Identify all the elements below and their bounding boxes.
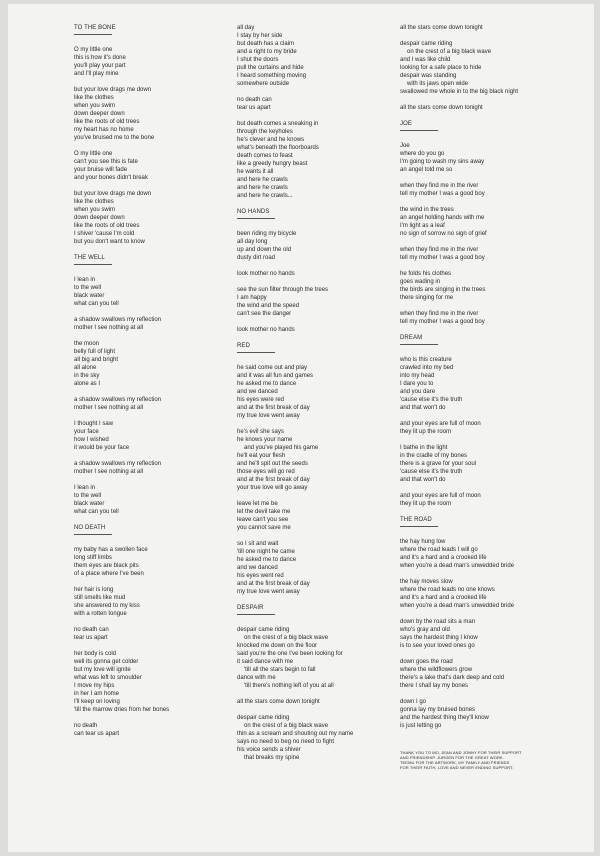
lyric-line: swallowed me whole in to the big black night	[400, 89, 519, 95]
lyric-line: so I sit and wait	[237, 541, 279, 547]
lyric-line: and here he crawls	[237, 177, 288, 183]
lyric-line: and you've played his game	[244, 445, 319, 451]
lyric-stanza	[74, 150, 234, 182]
title-underline	[237, 218, 275, 219]
lyric-line: all the stars come down tonight	[400, 105, 483, 111]
lyric-stanza	[400, 538, 560, 570]
lyric-line: and I'll play mine	[74, 71, 119, 77]
lyric-line: no death	[74, 723, 98, 729]
lyric-stanza	[237, 326, 397, 334]
lyric-line: there's a lake that's dark deep and cold	[400, 675, 505, 681]
lyric-line: leave let me be	[237, 501, 278, 507]
lyric-line: all big and bright	[74, 357, 119, 363]
lyric-stanza	[74, 276, 234, 308]
lyric-line: into my head	[400, 373, 435, 379]
lyric-line: in her I am home	[74, 691, 120, 697]
lyric-line: on the crest of a big black wave	[244, 723, 329, 729]
lyric-line: when you're a dead man's unwedded bride	[400, 603, 515, 609]
lyric-line: all the stars come down tonight	[400, 25, 483, 31]
lyric-line: mother I see nothing at all	[74, 405, 144, 411]
lyric-line: he asked me to dance	[237, 557, 297, 563]
lyric-line: can't see the danger	[237, 311, 292, 317]
lyric-line: well its gonna get colder	[74, 659, 139, 665]
lyric-stanza	[237, 540, 397, 596]
lyric-line: and it's a hard and a crooked life	[400, 555, 487, 561]
lyric-line: his voice sends a shiver	[237, 747, 301, 753]
lyric-line: who's gray and old	[400, 627, 450, 633]
lyric-line: death comes to feast	[237, 153, 293, 159]
lyric-line: a shadow swallows my reflection	[74, 317, 162, 323]
lyric-line: I thought I saw	[74, 421, 114, 427]
lyric-line: that breaks my spine	[244, 755, 300, 761]
lyric-line: gonna lay my bruised bones	[400, 707, 476, 713]
lyric-line: I heard something moving	[237, 73, 307, 79]
lyric-line: those eyes will go red	[237, 469, 295, 475]
lyric-line: her body is cold	[74, 651, 117, 657]
lyric-line: 'till one night he came	[237, 549, 295, 555]
lyric-line: all day long	[237, 239, 268, 245]
lyric-line: this is how it's done	[74, 55, 126, 61]
lyric-line: he folds his clothes	[400, 271, 452, 277]
lyric-line: the wind and the speed	[237, 303, 300, 309]
lyric-line: 'cause else it's the truth	[400, 397, 463, 403]
lyric-stanza	[74, 316, 234, 332]
lyric-line: he'll eat your flesh	[237, 453, 286, 459]
lyric-stanza	[237, 96, 397, 112]
lyric-line: down deeper down	[74, 111, 125, 117]
lyric-line: when you swim	[74, 103, 116, 109]
lyric-line: the hay moves slow	[400, 579, 453, 585]
lyric-line: my true love went away	[237, 589, 300, 595]
lyric-line: and your bones didn't break	[74, 175, 148, 181]
lyric-stanza	[74, 626, 234, 642]
song-title: TO THE BONE	[74, 25, 116, 31]
lyric-line: on the crest of a big black wave	[244, 635, 329, 641]
lyric-line: but your love drags me down	[74, 191, 152, 197]
lyric-line: no sign of sorrow no sign of grief	[400, 231, 487, 237]
lyric-line: with a rotten tongue	[74, 611, 127, 617]
lyric-line: belly full of light	[74, 349, 116, 355]
lyric-line: I move my hips	[74, 683, 115, 689]
lyric-stanza	[237, 364, 397, 420]
lyric-line: my true love went away	[237, 413, 300, 419]
lyric-line: O my little one	[74, 47, 113, 53]
lyric-stanza	[74, 650, 234, 714]
credits-line: THANK YOU TO MO, JEAN AND JONNY FOR THEIR SUPPORT	[400, 750, 522, 755]
lyric-line: I'm light as a leaf	[400, 223, 445, 229]
lyric-line: thin as a scream and shouting out my name	[237, 731, 354, 737]
lyric-line: tell my mother I was a good boy	[400, 319, 485, 325]
lyric-line: a shadow swallows my reflection	[74, 461, 162, 467]
lyric-line: and it was all fun and games	[237, 373, 314, 379]
lyrics-column-right	[400, 24, 560, 770]
lyric-line: the hay hung low	[400, 539, 446, 545]
lyric-stanza	[400, 698, 560, 730]
lyric-line: where the road leads no one knows	[400, 587, 495, 593]
lyric-line: despair came riding	[237, 715, 290, 721]
lyric-line: and we danced	[237, 389, 278, 395]
credits-line: FOR THEIR FAITH, LOVE AND NEVER ENDING SUPPORT.	[400, 765, 514, 770]
lyric-stanza	[400, 246, 560, 262]
lyric-line: it said dance with me	[237, 659, 294, 665]
lyric-stanza	[74, 484, 234, 516]
lyric-line: when you're a dead man's unwedded bride	[400, 563, 515, 569]
lyric-line: up and down the old	[237, 247, 292, 253]
lyric-line: and at the first break of day	[237, 581, 310, 587]
lyric-line: 'cause else it's the truth	[400, 469, 463, 475]
lyric-line: I shiver 'cause I'm cold	[74, 231, 135, 237]
lyric-line: and at the first break of day	[237, 405, 310, 411]
lyric-line: pull the curtains and hide	[237, 65, 304, 71]
lyric-line: the moon	[74, 341, 100, 347]
lyric-line: somewhere outside	[237, 81, 290, 87]
lyric-line: when they find me in the river	[400, 183, 479, 189]
lyric-line: I stay by her side	[237, 33, 283, 39]
lyric-line: said you're the one I've been looking for	[237, 651, 343, 657]
lyric-line: your bruise will fade	[74, 167, 128, 173]
lyric-line: like the clothes	[74, 95, 114, 101]
lyric-line: and you dare	[400, 389, 436, 395]
lyric-stanza	[74, 460, 234, 476]
lyric-stanza	[237, 428, 397, 492]
lyrics-sheet	[8, 4, 594, 852]
lyric-line: where the wildflowers grow	[400, 667, 473, 673]
lyric-line: crawled into my bed	[400, 365, 454, 371]
lyric-stanza	[237, 626, 397, 690]
lyric-line: like the clothes	[74, 199, 114, 205]
lyric-stanza	[74, 396, 234, 412]
title-underline	[74, 534, 112, 535]
lyric-line: to the well	[74, 285, 102, 291]
lyric-line: the wind in the trees	[400, 207, 454, 213]
credits-line: AND FRIENDSHIP. JURGEN FOR THE GREAT WORK.	[400, 755, 504, 760]
lyric-line: there singing for me	[400, 295, 454, 301]
lyric-line: black water	[74, 293, 105, 299]
lyric-stanza	[400, 356, 560, 412]
lyric-line: I dare you to	[400, 381, 434, 387]
lyric-line: but you don't want to know	[74, 239, 145, 245]
lyric-line: he's clever and he knows	[237, 137, 305, 143]
lyric-line: see the sun filter through the trees	[237, 287, 329, 293]
lyric-line: an angel told me so	[400, 167, 453, 173]
lyric-stanza	[237, 286, 397, 318]
lyric-stanza	[74, 190, 234, 246]
lyric-line: I'll keep on loving	[74, 699, 120, 705]
lyric-stanza	[400, 444, 560, 484]
lyric-stanza	[400, 104, 560, 112]
lyric-line: there I shall lay my bones	[400, 683, 469, 689]
title-underline	[400, 526, 438, 527]
credits-line: TEEMU FOR THE ARTWORK, MY FAMILY AND FRIENDS	[400, 760, 510, 765]
lyric-line: can tear us apart	[74, 731, 120, 737]
lyric-stanza	[237, 120, 397, 200]
lyric-line: all the stars come down tonight	[237, 699, 320, 705]
lyric-line: 'till there's nothing left of you at all	[244, 683, 334, 689]
lyrics-column-left	[74, 24, 234, 746]
lyric-line: says no need to beg no need to fight	[237, 739, 335, 745]
lyric-line: Joe	[400, 143, 410, 149]
song-title: DESPAIR	[237, 605, 264, 611]
lyric-line: and the hardest thing they'll know	[400, 715, 489, 721]
title-underline	[237, 352, 275, 353]
lyric-line: and it's a hard and a crooked life	[400, 595, 487, 601]
lyric-line: like a greedy hungry beast	[237, 161, 308, 167]
lyric-line: all alone	[74, 365, 97, 371]
lyric-line: down deeper down	[74, 215, 125, 221]
lyric-line: in the cradle of my bones	[400, 453, 468, 459]
lyric-line: you'll play your part	[74, 63, 126, 69]
lyric-stanza	[237, 500, 397, 532]
lyric-line: mother I see nothing at all	[74, 325, 144, 331]
lyric-line: there is a grave for your soul	[400, 461, 477, 467]
lyric-line: despair was standing	[400, 73, 457, 79]
song-title: NO DEATH	[74, 525, 106, 531]
lyric-stanza	[400, 142, 560, 174]
lyric-line: despair came riding	[237, 627, 290, 633]
lyric-line: what was left to smoulder	[74, 675, 142, 681]
lyric-line: when they find me in the river	[400, 311, 479, 317]
lyric-line: and I was like child	[400, 57, 451, 63]
lyric-line: on the crest of a big black wave	[407, 49, 492, 55]
lyric-line: where do you go	[400, 151, 445, 157]
lyric-stanza	[400, 40, 560, 96]
lyric-line: and at the first break of day	[237, 477, 310, 483]
lyric-line: I lean in	[74, 485, 96, 491]
lyric-line: been riding my bicycle	[237, 231, 297, 237]
lyric-line: but your love drags me down	[74, 87, 152, 93]
lyric-line: his eyes were red	[237, 397, 285, 403]
lyric-stanza	[237, 714, 397, 762]
lyric-line: but death has a claim	[237, 41, 295, 47]
lyric-line: he said come out and play	[237, 365, 308, 371]
lyric-line: and here he crawls...	[237, 193, 293, 199]
lyric-line: goes wading in	[400, 279, 441, 285]
lyric-line: I bathe in the light	[400, 445, 448, 451]
lyric-line: tear us apart	[74, 635, 108, 641]
lyric-line: but death comes a sneaking in	[237, 121, 319, 127]
lyric-line: you cannot save me	[237, 525, 291, 531]
lyric-stanza	[74, 86, 234, 142]
lyric-line: in the sky	[74, 373, 100, 379]
lyric-line: tell my mother I was a good boy	[400, 255, 485, 261]
title-underline	[74, 264, 112, 265]
lyric-line: still smells like mud	[74, 595, 126, 601]
lyric-stanza	[237, 270, 397, 278]
lyric-line: no death can	[74, 627, 109, 633]
lyric-stanza	[74, 546, 234, 578]
lyric-line: his eyes went red	[237, 573, 284, 579]
lyric-line: look mother no hands	[237, 327, 295, 333]
lyric-line: your face	[74, 429, 99, 435]
lyric-line: he knows your name	[237, 437, 293, 443]
lyric-line: I shut the doors	[237, 57, 279, 63]
lyric-line: when they find me in the river	[400, 247, 479, 253]
lyric-line: I am happy	[237, 295, 267, 301]
lyric-line: a shadow swallows my reflection	[74, 397, 162, 403]
lyric-stanza	[74, 46, 234, 78]
lyric-line: my baby has a swollen face	[74, 547, 148, 553]
lyric-line: and he'll spit out the seeds	[237, 461, 308, 467]
lyric-line: no death can	[237, 97, 272, 103]
lyric-line: dance with me	[237, 675, 276, 681]
lyric-line: like the roots of old trees	[74, 223, 140, 229]
lyric-stanza	[237, 230, 397, 262]
lyric-line: looking for a safe place to hide	[400, 65, 482, 71]
title-underline	[74, 34, 112, 35]
lyric-line: black water	[74, 501, 105, 507]
lyric-line: what can you tell	[74, 301, 119, 307]
lyric-line: knocked me down on the floor	[237, 643, 318, 649]
lyric-line: and your eyes are full of moon	[400, 493, 481, 499]
lyric-line: all day	[237, 25, 255, 31]
lyric-line: and here he crawls	[237, 185, 288, 191]
lyric-stanza	[74, 420, 234, 452]
lyric-stanza	[237, 698, 397, 706]
lyric-line: with its jaws open wide	[407, 81, 469, 87]
lyric-stanza	[400, 24, 560, 32]
lyric-line: how I wished	[74, 437, 109, 443]
song-title: THE WELL	[74, 255, 105, 261]
lyric-line: he asked me to dance	[237, 381, 297, 387]
lyric-line: she answered to my kiss	[74, 603, 140, 609]
lyric-line: mother I see nothing at all	[74, 469, 144, 475]
lyric-line: who is this creature	[400, 357, 452, 363]
lyric-line: your true love will go away	[237, 485, 308, 491]
lyric-stanza	[400, 420, 560, 436]
lyric-line: despair came riding	[400, 41, 453, 47]
thank-you-credits	[400, 750, 560, 770]
lyric-line: leave can't you see	[237, 517, 289, 523]
lyric-line: says the hardest thing I know	[400, 635, 478, 641]
lyric-line: long stiff limbs	[74, 555, 112, 561]
lyric-line: he's evil she says	[237, 429, 284, 435]
lyric-line: where the road leads I will go	[400, 547, 478, 553]
lyric-line: let the devil take me	[237, 509, 291, 515]
lyric-stanza	[400, 492, 560, 508]
lyric-line: it would be your face	[74, 445, 130, 451]
lyric-line: dusty dirt road	[237, 255, 276, 261]
lyric-line: the birds are singing in the trees	[400, 287, 486, 293]
lyric-line: and that won't do	[400, 405, 446, 411]
lyric-line: is to see your loved ones go	[400, 643, 475, 649]
lyric-line: of a place where I've been	[74, 571, 144, 577]
lyric-line: can't you see this is fate	[74, 159, 138, 165]
lyric-line: what's beneath the floorboards	[237, 145, 319, 151]
lyric-line: and that won't do	[400, 477, 446, 483]
lyric-line: tell my mother I was a good boy	[400, 191, 485, 197]
lyric-line: alone as I	[74, 381, 101, 387]
lyric-line: what can you tell	[74, 509, 119, 515]
lyric-line: and a right to my bride	[237, 49, 297, 55]
lyric-stanza	[400, 206, 560, 238]
lyric-stanza	[74, 722, 234, 738]
lyric-line: through the keyholes	[237, 129, 293, 135]
song-title: DREAM	[400, 335, 423, 341]
lyric-stanza	[400, 310, 560, 326]
lyric-line: but my love will ignite	[74, 667, 131, 673]
lyric-stanza	[74, 340, 234, 388]
song-title: JOE	[400, 121, 412, 127]
song-title: THE ROAD	[400, 517, 432, 523]
lyric-line: he wants it all	[237, 169, 274, 175]
lyric-line: they lit up the room	[400, 501, 452, 507]
title-underline	[400, 130, 438, 131]
lyric-line: I lean in	[74, 277, 96, 283]
lyric-stanza	[400, 578, 560, 610]
lyric-stanza	[74, 586, 234, 618]
song-title: RED	[237, 343, 250, 349]
lyric-line: down goes the road	[400, 659, 453, 665]
lyric-line: like the roots of old trees	[74, 119, 140, 125]
lyric-line: look mother no hands	[237, 271, 295, 277]
title-underline	[237, 614, 275, 615]
lyric-line: my heart has no home	[74, 127, 134, 133]
lyric-line: is just letting go	[400, 723, 442, 729]
lyric-line: 'till the marrow dries from her bones	[74, 707, 170, 713]
lyric-line: down by the road sits a man	[400, 619, 476, 625]
lyric-stanza	[400, 618, 560, 650]
lyric-stanza	[400, 270, 560, 302]
lyric-stanza	[400, 182, 560, 198]
title-underline	[400, 344, 438, 345]
lyric-line: you've bruised me to the bone	[74, 135, 155, 141]
lyric-stanza	[400, 658, 560, 690]
lyric-line: an angel holding hands with me	[400, 215, 485, 221]
lyric-line: I'm going to wash my sins away	[400, 159, 485, 165]
lyric-line: 'till all the stars begin to fall	[244, 667, 316, 673]
lyric-line: they lit up the room	[400, 429, 452, 435]
lyric-line: when you swim	[74, 207, 116, 213]
song-title: NO HANDS	[237, 209, 270, 215]
lyric-line: and we danced	[237, 565, 278, 571]
lyric-line: her hair is long	[74, 587, 114, 593]
lyric-line: down I go	[400, 699, 427, 705]
lyrics-column-middle	[237, 24, 397, 770]
lyric-line: them eyes are black pits	[74, 563, 139, 569]
lyric-stanza	[237, 24, 397, 88]
lyric-line: and your eyes are full of moon	[400, 421, 481, 427]
lyric-line: O my little one	[74, 151, 113, 157]
lyric-line: tear us apart	[237, 105, 271, 111]
lyric-line: to the well	[74, 493, 102, 499]
